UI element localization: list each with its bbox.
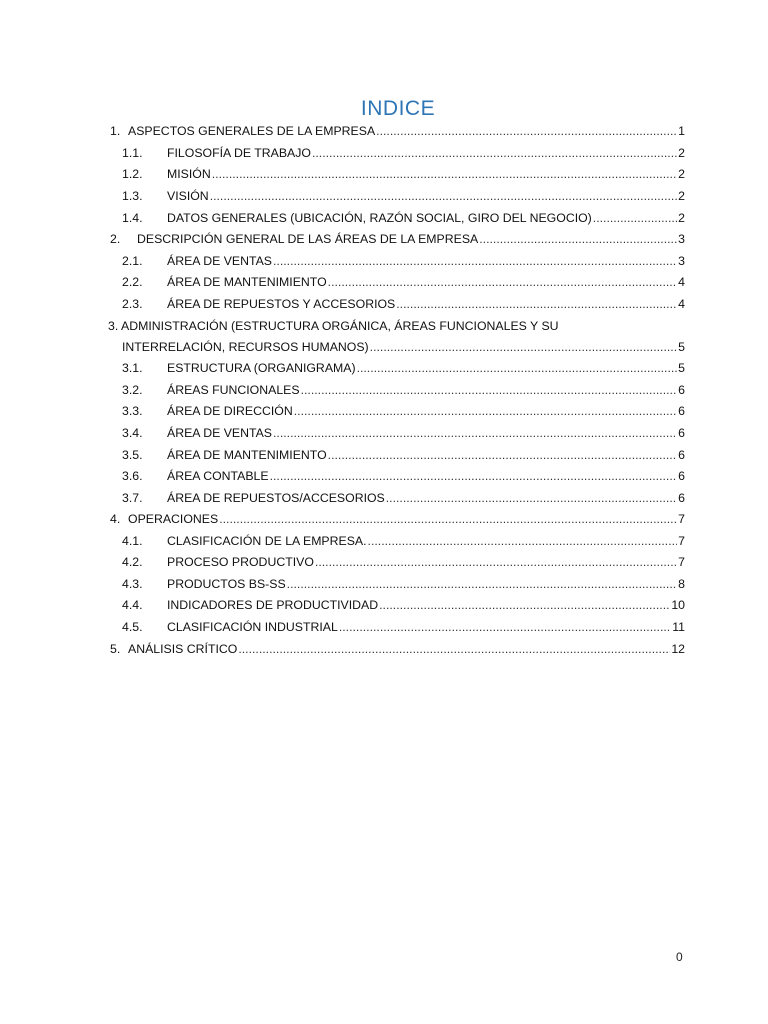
- toc-entry-number: 4.: [110, 512, 121, 526]
- toc-entry-number: 4.4.: [122, 598, 143, 612]
- toc-leader-dots: [386, 488, 677, 508]
- toc-entry-page: 2: [678, 167, 685, 181]
- toc-entry-page: 6: [678, 426, 685, 440]
- toc-entry-page: 2: [678, 146, 685, 160]
- toc-entry[interactable]: [122, 358, 685, 378]
- toc-entry-title: CLASIFICACIÓN INDUSTRIAL: [167, 620, 338, 634]
- toc-entry[interactable]: [122, 617, 685, 637]
- toc-entry[interactable]: [108, 316, 559, 336]
- toc-entry[interactable]: [122, 272, 685, 292]
- toc-leader-dots: [210, 186, 677, 206]
- toc-entry-number: 1.3.: [122, 189, 143, 203]
- toc-entry-number: 3.4.: [122, 426, 143, 440]
- toc-entry-page: 7: [678, 555, 685, 569]
- toc-entry-continuation[interactable]: [122, 337, 685, 357]
- toc-entry-page: 3: [678, 232, 685, 246]
- toc-entry-title: INDICADORES DE PRODUCTIVIDAD: [167, 598, 379, 612]
- toc-entry-page: 8: [678, 577, 685, 591]
- toc-leader-dots: [212, 164, 677, 184]
- toc-entry-title: ADMINISTRACIÓN (ESTRUCTURA ORGÁNICA, ÁREAS FUNCIONALES Y SU: [121, 319, 559, 333]
- toc-entry-number: 1.1.: [122, 146, 143, 160]
- toc-entry-page: 6: [678, 469, 685, 483]
- toc-entry-title: CLASIFICACIÓN DE LA EMPRESA.: [167, 534, 367, 548]
- toc-entry[interactable]: [110, 229, 685, 249]
- toc-entry-page: 7: [678, 512, 685, 526]
- toc-leader-dots: [287, 574, 677, 594]
- toc-leader-dots: [339, 617, 671, 637]
- toc-leader-dots: [376, 121, 677, 141]
- toc-entry-title: ANÁLISIS CRÍTICO: [128, 642, 238, 656]
- page-title: INDICE: [360, 97, 436, 120]
- toc-leader-dots: [219, 509, 677, 529]
- toc-leader-dots: [368, 531, 678, 551]
- toc-leader-dots: [312, 143, 677, 163]
- toc-entry-number: 2.3.: [122, 297, 143, 311]
- toc-entry-title: DESCRIPCIÓN GENERAL DE LAS ÁREAS DE LA EMPRESA: [137, 232, 479, 246]
- page-number: 0: [676, 950, 683, 964]
- toc-entry-number: 3.2.: [122, 383, 143, 397]
- toc-entry-page: 11: [672, 620, 685, 634]
- toc-leader-dots: [328, 445, 678, 465]
- toc-entry-page: 2: [678, 189, 685, 203]
- toc-entry-title: DATOS GENERALES (UBICACIÓN, RAZÓN SOCIAL, GIRO DEL NEGOCIO): [167, 211, 592, 225]
- toc-entry-number: 2.1.: [122, 254, 143, 268]
- toc-entry-title: ASPECTOS GENERALES DE LA EMPRESA: [128, 124, 376, 138]
- toc-entry-number: 3.7.: [122, 491, 143, 505]
- toc-entry-title: ÁREAS FUNCIONALES: [167, 383, 300, 397]
- toc-entry[interactable]: [122, 186, 685, 206]
- toc-entry[interactable]: [122, 488, 685, 508]
- toc-entry-number: 4.2.: [122, 555, 143, 569]
- toc-leader-dots: [301, 380, 678, 400]
- toc-entry-title: PROCESO PRODUCTIVO: [167, 555, 314, 569]
- toc-leader-dots: [328, 272, 678, 292]
- toc-entry[interactable]: [122, 208, 685, 228]
- toc-entry-title: FILOSOFÍA DE TRABAJO: [167, 146, 311, 160]
- toc-leader-dots: [273, 251, 677, 271]
- toc-entry-page: 7: [678, 534, 685, 548]
- toc-entry-title: ÁREA DE DIRECCIÓN: [167, 404, 293, 418]
- toc-entry[interactable]: [122, 143, 685, 163]
- toc-entry-title: PRODUCTOS BS-SS: [167, 577, 286, 591]
- toc-leader-dots: [270, 466, 678, 486]
- toc-entry-number: 4.3.: [122, 577, 143, 591]
- toc-entry-page: 5: [678, 340, 685, 354]
- toc-entry-title: VISIÓN: [167, 189, 209, 203]
- toc-entry-title: ÁREA CONTABLE: [167, 469, 269, 483]
- toc-leader-dots: [479, 229, 677, 249]
- toc-entry-number: 4.5.: [122, 620, 143, 634]
- toc-leader-dots: [238, 639, 670, 659]
- toc-entry-title: ÁREA DE REPUESTOS/ACCESORIOS: [167, 491, 385, 505]
- toc-entry-number: 1.4.: [122, 211, 143, 225]
- toc-entry-page: 3: [678, 254, 685, 268]
- toc-entry-title: INTERRELACIÓN, RECURSOS HUMANOS): [122, 340, 369, 354]
- toc-entry-title: ESTRUCTURA (ORGANIGRAMA): [167, 361, 356, 375]
- toc-entry[interactable]: [110, 121, 685, 141]
- toc-entry-page: 6: [678, 448, 685, 462]
- toc-leader-dots: [379, 595, 670, 615]
- toc-entry-number: 3.3.: [122, 404, 143, 418]
- toc-entry-page: 6: [678, 383, 685, 397]
- toc-entry-number: 2.: [110, 232, 121, 246]
- toc-entry-number: 1.2.: [122, 167, 143, 181]
- toc-entry[interactable]: [122, 380, 685, 400]
- toc-entry[interactable]: [122, 552, 685, 572]
- toc-entry-page: 2: [678, 211, 685, 225]
- toc-entry[interactable]: [122, 531, 685, 551]
- toc-leader-dots: [396, 294, 677, 314]
- toc-leader-dots: [593, 208, 677, 228]
- toc-leader-dots: [294, 401, 677, 421]
- toc-entry-title: MISIÓN: [167, 167, 211, 181]
- toc-leader-dots: [370, 337, 678, 357]
- toc-entry-page: 4: [678, 275, 685, 289]
- toc-entry-page: 4: [678, 297, 685, 311]
- toc-entry-title: ÁREA DE VENTAS: [167, 254, 273, 268]
- toc-entry-number: 5.: [110, 642, 121, 656]
- toc-entry-number: 3.6.: [122, 469, 143, 483]
- toc-entry-number: 3.: [108, 319, 119, 333]
- toc-entry[interactable]: [122, 445, 685, 465]
- toc-entry[interactable]: [122, 164, 685, 184]
- toc-leader-dots: [273, 423, 677, 443]
- toc-entry[interactable]: [122, 251, 685, 271]
- toc-entry-page: 6: [678, 404, 685, 418]
- toc-entry[interactable]: [110, 509, 685, 529]
- toc-entry-number: 1.: [110, 124, 121, 138]
- toc-entry[interactable]: [122, 466, 685, 486]
- toc-entry-page: 1: [678, 124, 685, 138]
- toc-entry[interactable]: [122, 595, 685, 615]
- toc-entry-number: 2.2.: [122, 275, 143, 289]
- toc-leader-dots: [357, 358, 678, 378]
- toc-entry[interactable]: [110, 639, 685, 659]
- toc-entry-title: ÁREA DE MANTENIMIENTO: [167, 448, 327, 462]
- toc-entry-page: 6: [678, 491, 685, 505]
- toc-entry-title: ÁREA DE VENTAS: [167, 426, 273, 440]
- toc-leader-dots: [315, 552, 677, 572]
- toc-entry-page: 12: [671, 642, 685, 656]
- toc-entry-title: ÁREA DE REPUESTOS Y ACCESORIOS: [167, 297, 396, 311]
- toc-entry[interactable]: [122, 574, 685, 594]
- toc-entry-number: 3.1.: [122, 361, 143, 375]
- toc-entry[interactable]: [122, 294, 685, 314]
- toc-entry-title: OPERACIONES: [128, 512, 219, 526]
- toc-entry-title: ÁREA DE MANTENIMIENTO: [167, 275, 327, 289]
- toc-entry-page: 5: [678, 361, 685, 375]
- toc-entry-number: 3.5.: [122, 448, 143, 462]
- toc-entry[interactable]: [122, 401, 685, 421]
- toc-entry-number: 4.1.: [122, 534, 143, 548]
- toc-entry-page: 10: [671, 598, 685, 612]
- toc-entry[interactable]: [122, 423, 685, 443]
